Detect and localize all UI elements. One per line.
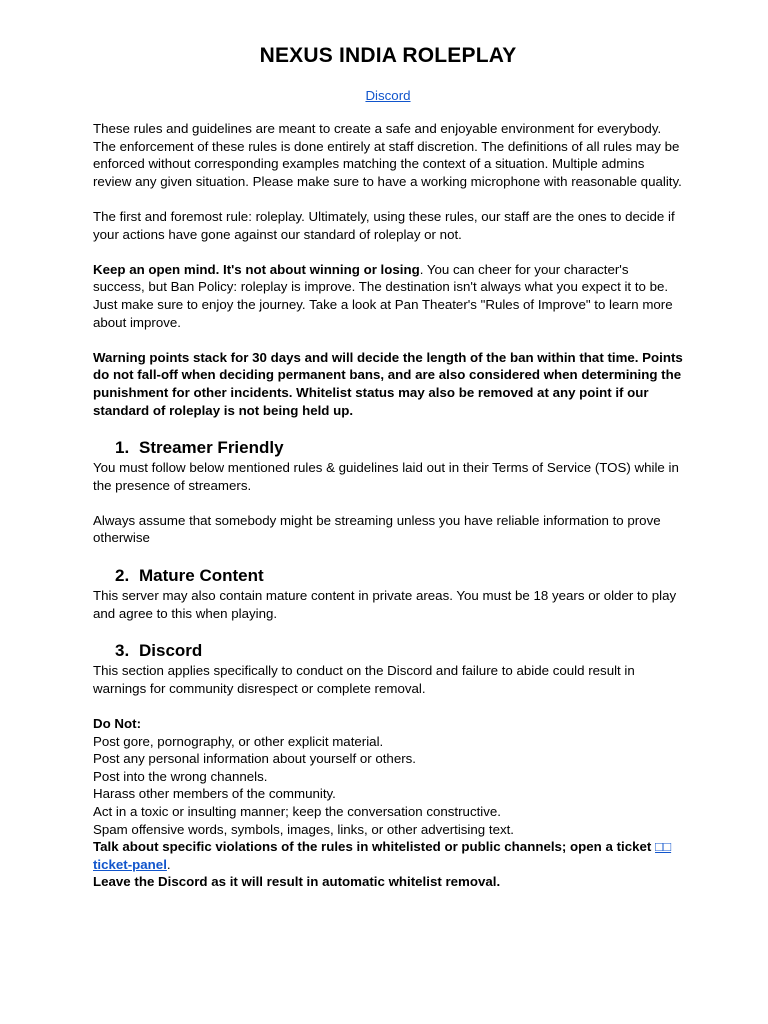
list-item: Harass other members of the community. [93, 786, 336, 802]
open-mind-bold: Keep an open mind. It's not about winning or losing [93, 261, 420, 277]
intro-section [93, 120, 683, 419]
list-item: Act in a toxic or insulting manner; keep the conversation constructive. [93, 804, 501, 819]
intro-paragraph-3 [93, 261, 683, 331]
document-page [93, 40, 683, 891]
open-mind-text: . You can cheer for your character's success, but Ban Policy: roleplay is improve. The destination isn't always what you expect it to be. Just make sure to enjoy the journey. Take a look at Pan Theater's "Rules of Improve" to learn more about improve. [93, 261, 673, 330]
section-paragraph: This section applies specifically to conduct on the Discord and failure to abide could result in warnings for community disrespect or complete removal. [93, 663, 635, 696]
section-paragraph: This server may also contain mature content in private areas. You must be 18 years or older to play and agree to this when playing. [93, 588, 677, 621]
intro-paragraph-1: These rules and guidelines are meant to create a safe and enjoyable environment for everybody. The enforcement of these rules is done entirely at staff discretion. The definitions of all rules may be enforced without corresponding examples matching the context of a situation. Multiple admins review any given situation. Please make sure to have a working microphone with reasonable quality. [93, 121, 682, 189]
section-heading: 1. Streamer Friendly [115, 438, 284, 458]
do-not-label: Do Not: [93, 716, 141, 732]
section-paragraph: You must follow below mentioned rules & guidelines laid out in their Terms of Service (TOS) while in the presence of streamers. [93, 460, 679, 493]
discord-link[interactable]: Discord [365, 88, 411, 103]
section-paragraph: Always assume that somebody might be streaming unless you have reliable information to prove otherwise [93, 512, 661, 546]
warning-points-paragraph: Warning points stack for 30 days and will decide the length of the ban within that time. Points do not fall-off when deciding permanent bans, and are also considered when determining the punishment for other incidents. Whitelist status may also be removed at any point if our standard of roleplay is not being held up. [93, 349, 683, 418]
list-item: Post gore, pornography, or other explicit material. [93, 733, 384, 749]
section-streamer-friendly [93, 437, 683, 547]
list-item: Spam offensive words, symbols, images, links, or other advertising text. [93, 821, 515, 837]
section-heading: 3. Discord [115, 641, 203, 661]
list-item-leave: Leave the Discord as it will result in automatic whitelist removal. [93, 874, 501, 890]
page-title: NEXUS INDIA ROLEPLAY [259, 44, 517, 67]
list-item: Post into the wrong channels. [93, 768, 268, 784]
list-item-ticket: Talk about specific violations of the rules in whitelisted or public channels; open a ticket □□ ticket-panel. [93, 839, 672, 872]
ticket-panel-link[interactable]: □□ ticket-panel [93, 839, 672, 872]
list-item: Post any personal information about yourself or others. [93, 751, 416, 767]
section-mature-content [93, 565, 683, 622]
intro-paragraph-2: The first and foremost rule: roleplay. Ultimately, using these rules, our staff are the ones to decide if your actions have gone against our standard of roleplay or not. [93, 208, 675, 242]
section-heading: 2. Mature Content [115, 566, 264, 586]
section-discord [93, 640, 683, 891]
